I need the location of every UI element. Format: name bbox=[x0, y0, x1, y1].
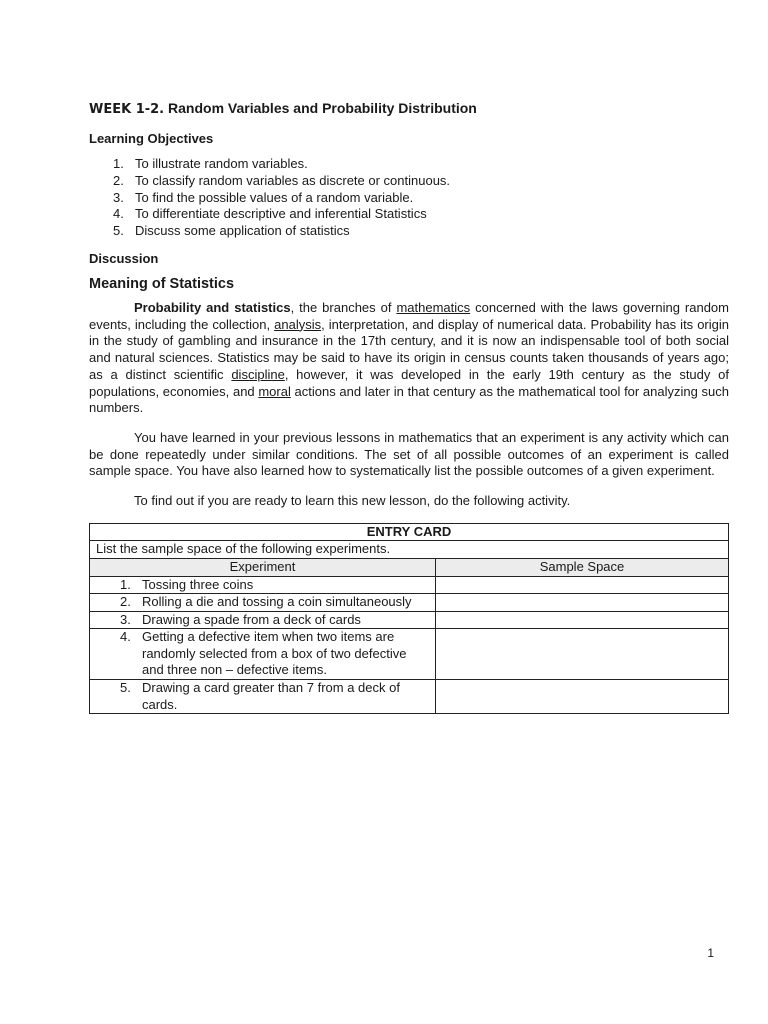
list-item: 1. To illustrate random variables. bbox=[113, 156, 308, 171]
discussion-heading: Discussion bbox=[89, 250, 159, 266]
list-item: 4. To differentiate descriptive and inferential Statistics bbox=[113, 206, 427, 222]
table-row: 5. Drawing a card greater than 7 from a deck of cards. bbox=[90, 680, 729, 714]
page-number: 1 bbox=[707, 946, 714, 960]
paragraph-activity: To find out if you are ready to learn this new lesson, do the following activity. bbox=[134, 493, 571, 509]
paragraph-probability: Probability and statistics, the branches of mathematics concerned with the laws governing random events, including the collection, analysis, interpretation, and display of numerical data. Probability has its origin in the study of gambling and insurance in the 17th century, and it is now an indispensable tool of both social and natural sciences. Statistics may be said to have its origin in census counts taken thousands of years ago; as a distinct scientific discipline, however, it was developed in the early 19th century as the study of populations, economies, and moral actions and later in that century as the mathematical tool for analyzing such numbers. bbox=[89, 299, 730, 416]
entry-card-table bbox=[89, 523, 729, 715]
entry-card-title: ENTRY CARD bbox=[90, 523, 729, 541]
link-mathematics[interactable]: mathematics bbox=[396, 299, 471, 315]
column-header-experiment: Experiment bbox=[90, 558, 436, 576]
column-header-sample-space: Sample Space bbox=[436, 558, 729, 576]
paragraph-experiment: You have learned in your previous lessons in mathematics that an experiment is any activity which can be done repeatedly under similar conditions. The set of all possible outcomes of an experiment is called sample space. You have also learned how to systematically list the possible outcomes of a given experiment. bbox=[89, 429, 729, 479]
bold-lead: Probability and statistics bbox=[134, 299, 291, 315]
document-page bbox=[89, 96, 729, 714]
entry-card-instruction: List the sample space of the following experiments. bbox=[90, 541, 729, 559]
objectives-list bbox=[89, 156, 729, 240]
section-title: Meaning of Statistics bbox=[89, 275, 235, 292]
list-item: 5. Discuss some application of statistics bbox=[113, 223, 350, 239]
week-title-text: Random Variables and Probability Distribution bbox=[168, 100, 477, 116]
table-row: 2. Rolling a die and tossing a coin simultaneously bbox=[90, 594, 729, 612]
link-moral[interactable]: moral bbox=[258, 383, 291, 399]
week-tag: WEEK 1-2. bbox=[89, 102, 165, 117]
table-row: 1. Tossing three coins bbox=[90, 576, 729, 594]
sample-space-cell[interactable] bbox=[436, 594, 729, 612]
link-analysis[interactable]: analysis bbox=[274, 316, 322, 332]
sample-space-cell[interactable] bbox=[436, 629, 729, 680]
sample-space-cell[interactable] bbox=[436, 576, 729, 594]
table-row: 3. Drawing a spade from a deck of cards bbox=[90, 611, 729, 629]
learning-objectives-heading: Learning Objectives bbox=[89, 131, 214, 146]
sample-space-cell[interactable] bbox=[436, 611, 729, 629]
table-row: 4. Getting a defective item when two items are randomly selected from a box of two defective and three non – defective items. bbox=[90, 629, 729, 680]
list-item: 3. To find the possible values of a random variable. bbox=[113, 189, 414, 205]
sample-space-cell[interactable] bbox=[436, 680, 729, 714]
list-item: 2. To classify random variables as discrete or continuous. bbox=[113, 172, 451, 188]
link-discipline[interactable]: discipline bbox=[231, 366, 285, 382]
page-title bbox=[89, 100, 729, 117]
